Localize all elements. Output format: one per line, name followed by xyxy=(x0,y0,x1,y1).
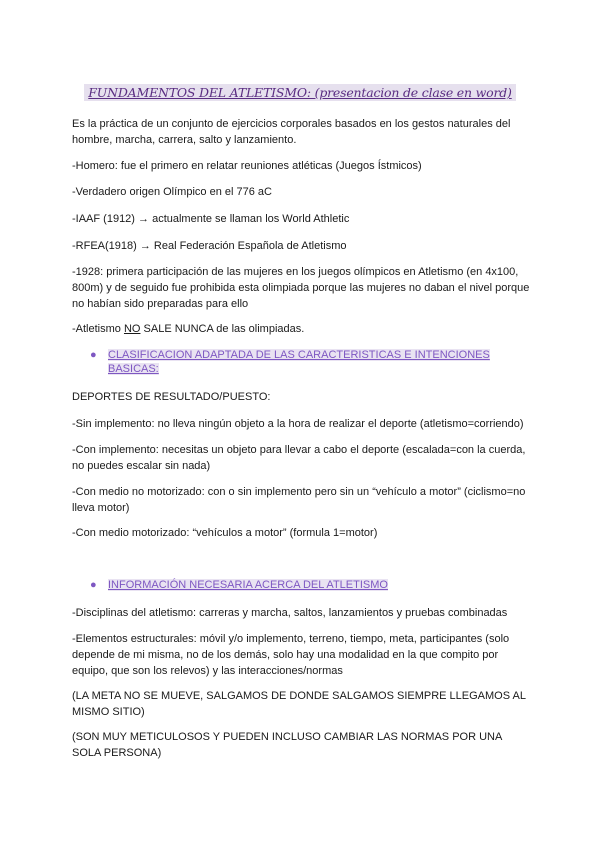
nunca-suffix: SALE NUNCA de las olimpiadas. xyxy=(140,323,305,335)
bullet-clasificacion xyxy=(90,348,510,376)
origen-paragraph: -Verdadero origen Olímpico en el 776 aC xyxy=(72,186,272,198)
iaaf-paragraph: -IAAF (1912) → actualmente se llaman los World Athletic xyxy=(72,213,350,225)
meta-paragraph: (LA META NO SE MUEVE, SALGAMOS DE DONDE SALGAMOS SIEMPRE LLEGAMOS AL MISMO SITIO) xyxy=(72,690,526,718)
atletismo-nunca-paragraph xyxy=(72,321,532,337)
motorizado-paragraph: -Con medio motorizado: “vehículos a motor” (formula 1=motor) xyxy=(72,527,378,539)
elementos-paragraph: -Elementos estructurales: móvil y/o implemento, terreno, tiempo, meta, participantes (solo depende de mi misma, no de los demás, solo hay una modalidad en la que compito por equipo, que son los relevos) y las interacciones/normas xyxy=(72,633,510,677)
bullet-informacion-text: INFORMACIÓN NECESARIA ACERCA DEL ATLETISMO xyxy=(108,579,388,591)
homero-paragraph: -Homero: fue el primero en relatar reuniones atléticas (Juegos Ístmicos) xyxy=(72,160,422,172)
con-implemento-paragraph: -Con implemento: necesitas un objeto para llevar a cabo el deporte (escalada=con la cuerda, no puedes escalar sin nada) xyxy=(72,444,526,472)
intro-paragraph: Es la práctica de un conjunto de ejercicios corporales basados en los gestos naturales del hombre, marcha, carrera, salto y lanzamiento. xyxy=(72,118,511,146)
no-motorizado-paragraph: -Con medio no motorizado: con o sin implemento pero sin un “vehículo a motor” (ciclismo=no lleva motor) xyxy=(72,486,526,514)
bullet-informacion xyxy=(90,578,510,592)
document-title: FUNDAMENTOS DEL ATLETISMO: (presentacion de clase en word) xyxy=(84,84,515,101)
bullet-dot-icon: ● xyxy=(90,349,97,361)
sin-implemento-paragraph: -Sin implemento: no lleva ningún objeto a la hora de realizar el deporte (atletismo=corriendo) xyxy=(72,418,524,430)
year-1928-paragraph: -1928: primera participación de las mujeres en los juegos olímpicos en Atletismo (en 4x100, 800m) y de seguido fue prohibida esta olimpiada porque las mujeres no daban el nivel porque no habían sido preparadas para ello xyxy=(72,266,530,310)
nunca-prefix: -Atletismo xyxy=(72,323,124,335)
bullet-informacion-label xyxy=(108,578,510,592)
meticulosos-paragraph: (SON MUY METICULOSOS Y PUEDEN INCLUSO CAMBIAR LAS NORMAS POR UNA SOLA PERSONA) xyxy=(72,731,502,759)
rfea-paragraph: -RFEA(1918) → Real Federación Española de Atletismo xyxy=(72,240,347,252)
deportes-heading: DEPORTES DE RESULTADO/PUESTO: xyxy=(72,391,271,403)
bullet-dot-icon: ● xyxy=(90,579,97,591)
bullet-clasificacion-text: CLASIFICACION ADAPTADA DE LAS CARACTERISTICAS E INTENCIONES BASICAS: xyxy=(108,349,490,375)
disciplinas-paragraph: -Disciplinas del atletismo: carreras y marcha, saltos, lanzamientos y pruebas combinadas xyxy=(72,607,508,619)
nunca-underlined-no: NO xyxy=(123,323,141,335)
title-container xyxy=(0,84,600,102)
bullet-clasificacion-label xyxy=(108,348,510,376)
